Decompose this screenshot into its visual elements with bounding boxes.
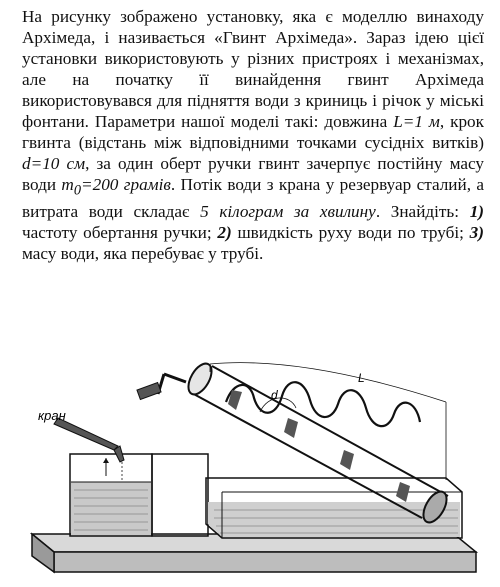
question-3: масу води, яка перебуває у трубі. bbox=[22, 244, 264, 264]
pitch-value: d=10 см bbox=[22, 154, 86, 173]
question-2: швидкість руху води по трубі; bbox=[231, 223, 470, 243]
mass-symbol: m bbox=[61, 175, 74, 194]
text-part-4: . Потік води з крана у резервуар сталий, а витрата води складає bbox=[22, 175, 484, 222]
question-2-number: 2) bbox=[217, 223, 232, 243]
question-1-number: 1) bbox=[469, 202, 485, 222]
tap bbox=[38, 408, 124, 480]
text-part-5: . Знайдіть: bbox=[375, 202, 470, 222]
flow-rate-value: 5 кілограм за хвилину bbox=[200, 202, 376, 222]
base-platform bbox=[32, 534, 476, 572]
left-reservoir bbox=[70, 454, 208, 536]
text-part-3: , за один оберт ручки гвинт зачерпує постійну масу води bbox=[22, 154, 484, 194]
question-1: частоту обертання ручки; bbox=[22, 223, 218, 243]
length-value: L=1 м bbox=[393, 112, 440, 131]
question-3-number: 3) bbox=[469, 223, 484, 243]
tap-label: кран bbox=[38, 408, 66, 423]
mass-subscript: 0 bbox=[73, 182, 82, 199]
screw-tube bbox=[184, 362, 452, 526]
crank-handle bbox=[137, 374, 186, 399]
problem-text bbox=[22, 6, 484, 264]
mass-value: =200 грамів bbox=[81, 175, 171, 194]
right-reservoir bbox=[206, 478, 462, 538]
d-label: d bbox=[271, 388, 278, 402]
text-part-2: , крок гвинта (відстань між відповідними точками сусідніх витків) bbox=[22, 112, 484, 152]
text-intro: На рисунку зображено установку, яка є моделлю винаходу Архімеда, і називається «Гвинт Архімеда». Зараз ідею цієї установки використовують у різних пристроях і механізмах, але на початку її винайдення гвинт Архімеда використовувався для підняття води з криниць і річок у міські фонтани. Параметри нашої моделі такі: довжина bbox=[22, 7, 484, 131]
L-label: L bbox=[358, 371, 365, 385]
archimedes-screw-figure bbox=[14, 362, 484, 584]
